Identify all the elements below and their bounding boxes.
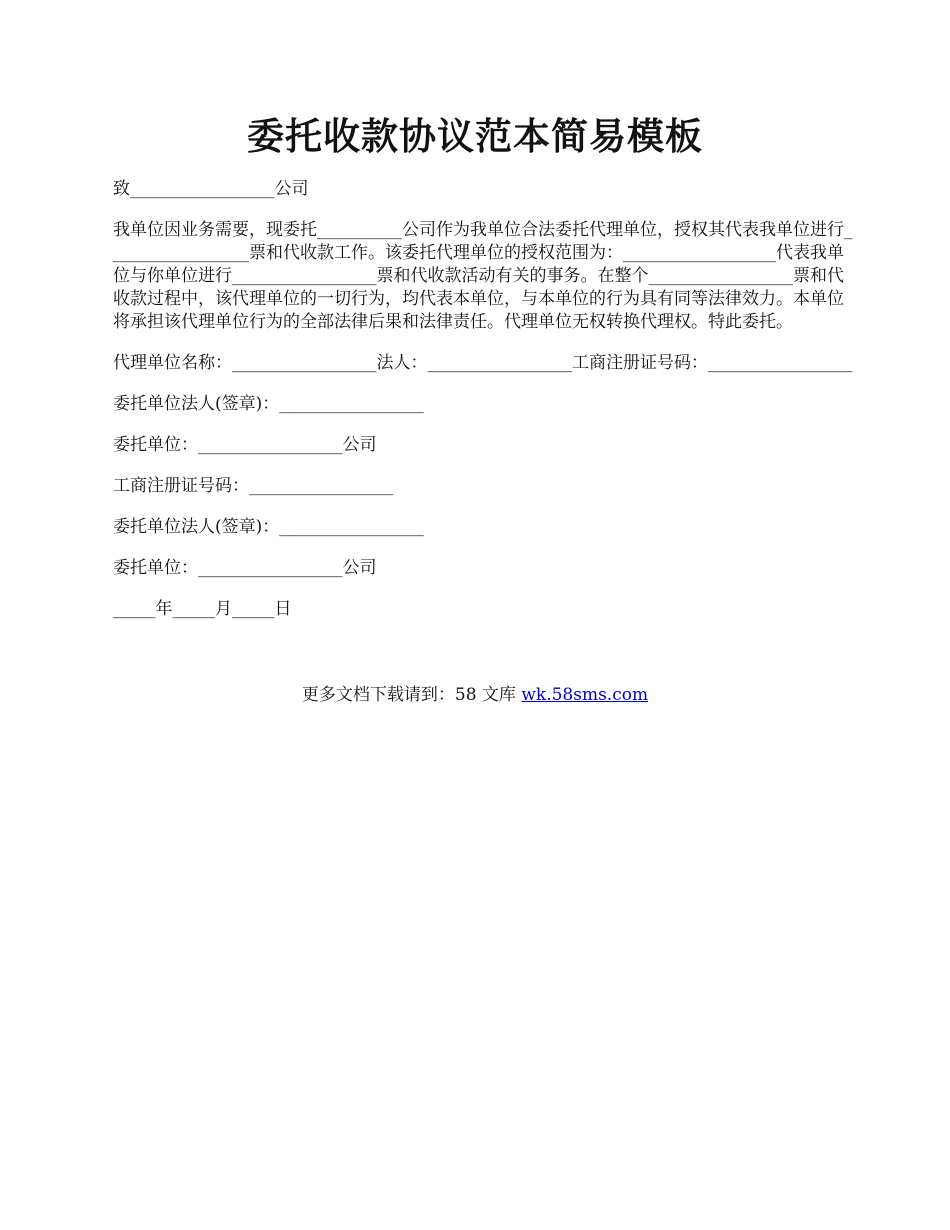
agent-info-line: 代理单位名称：_________________法人：_________________工商注册证号码：_________________ [113,353,853,373]
principal-unit-line-2: 委托单位：_________________公司 [113,558,377,578]
date-line: _____年_____月_____日 [113,599,292,619]
business-reg-number-line: 工商注册证号码：_________________ [113,476,394,496]
footer-prefix: 更多文档下载请到：58 文库 [301,685,522,705]
download-footer [0,684,950,707]
addressee-line: 致_________________公司 [113,179,309,199]
principal-legal-rep-line: 委托单位法人(签章)：_________________ [113,394,424,414]
principal-unit-line: 委托单位：_________________公司 [113,435,377,455]
principal-legal-rep-line-2: 委托单位法人(签章)：_________________ [113,517,424,537]
document-content [113,178,853,639]
footer-link[interactable]: wk.58sms.com [521,685,649,705]
authorization-paragraph: 我单位因业务需要，现委托__________公司作为我单位合法委托代理单位，授权其代表我单位进行_________________票和代收款工作。该委托代理单位的授权范围为：__________________代表我单位与你单位进行_________________票和代收款活动有关的事务。在整个_________________票和代收款过程中，该代理单位的一切行为，均代表本单位，与本单位的行为具有同等法律效力。本单位将承担该代理单位行为的全部法律后果和法律责任。代理单位无权转换代理权。特此委托。 [113,220,853,332]
document-title: 委托收款协议范本简易模板 [247,114,703,158]
